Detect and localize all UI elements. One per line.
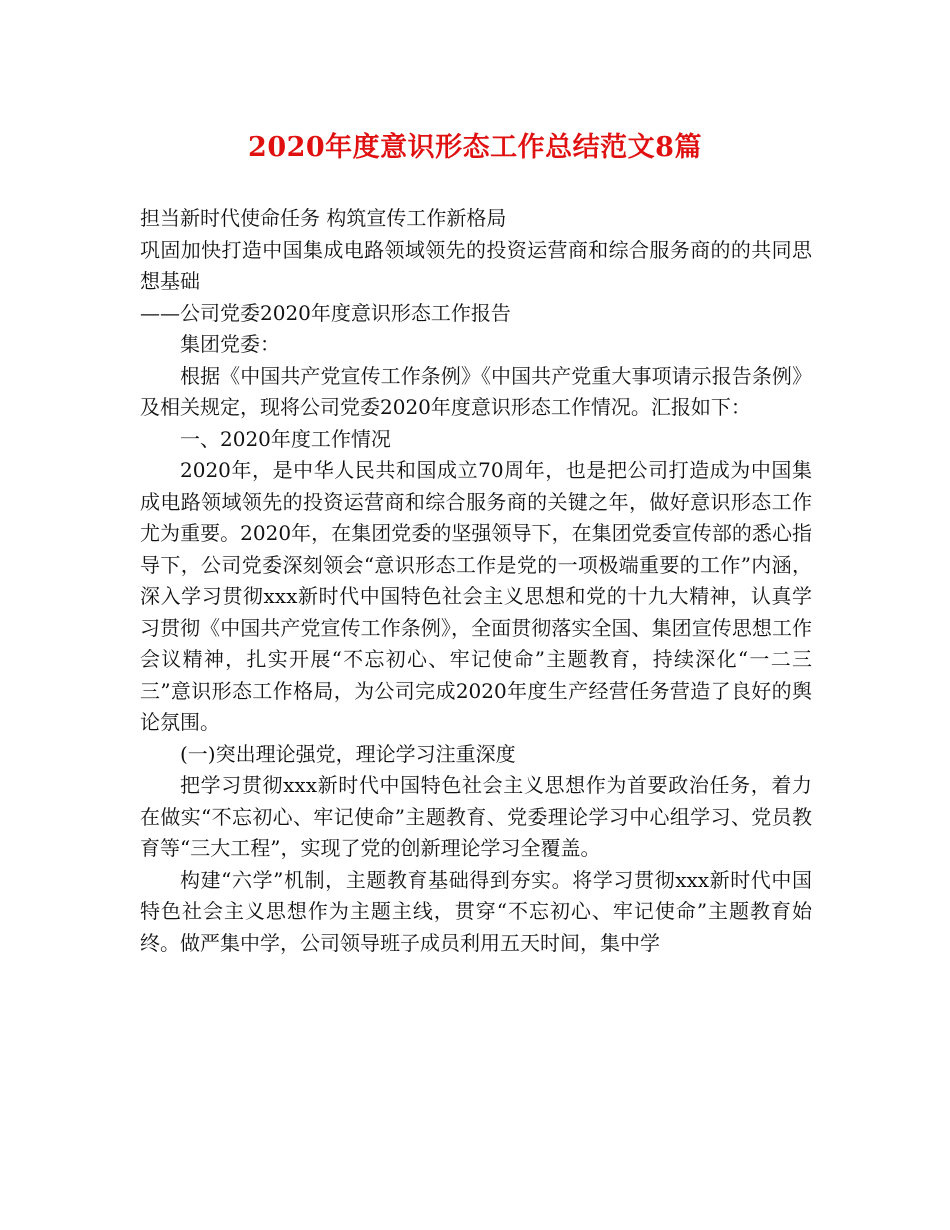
section-heading: 一、2020年度工作情况 — [180, 426, 391, 451]
subsection-heading: (一)突出理论强党，理论学习注重深度 — [180, 741, 516, 766]
paragraph: 担当新时代使命任务 构筑宣传工作新格局 — [140, 206, 507, 230]
paragraph: ——公司党委2020年度意识形态工作报告 — [140, 300, 511, 325]
paragraph: 根据《中国共产党宣传工作条例》《中国共产党重大事项请示报告条例》及相关规定，现将公司党委2020年度意识形态工作情况。汇报如下： — [140, 363, 812, 419]
paragraph: 集团党委： — [180, 332, 280, 356]
paragraph: 2020年，是中华人民共和国成立70周年，也是把公司打造成为中国集成电路领域领先的投资运营商和综合服务商的关键之年，做好意识形态工作尤为重要。2020年，在集团党委的坚强领导下，在集团党委宣传部的悉心指导下，公司党委深刻领会“意识形态工作是党的一项极端重要的工作”内涵，深入学习贯彻xxx新时代中国特色社会主义思想和党的十九大精神，认真学习贯彻《中国共产党宣传工作条例》，全面贯彻落实全国、集团宣传思想工作会议精神，扎实开展“不忘初心、牢记使命”主题教育，持续深化“一二三三”意识形态工作格局，为公司完成2020年度生产经营任务营造了良好的舆论氛围。 — [140, 458, 812, 734]
paragraph: 把学习贯彻xxx新时代中国特色社会主义思想作为首要政治任务，着力在做实“不忘初心、牢记使命”主题教育、党委理论学习中心组学习、党员教育等“三大工程”，实现了党的创新理论学习全覆盖。 — [140, 773, 812, 860]
document-body — [140, 203, 812, 959]
paragraph: 巩固加快打造中国集成电路领域领先的投资运营商和综合服务商的的共同思想基础 — [140, 237, 812, 293]
paragraph: 构建“六学”机制，主题教育基础得到夯实。将学习贯彻xxx新时代中国特色社会主义思想作为主题主线，贯穿“不忘初心、牢记使命”主题教育始终。做严集中学，公司领导班子成员利用五天时间，集中学 — [140, 867, 812, 955]
document-title: 2020年度意识形态工作总结范文8篇 — [248, 132, 702, 163]
